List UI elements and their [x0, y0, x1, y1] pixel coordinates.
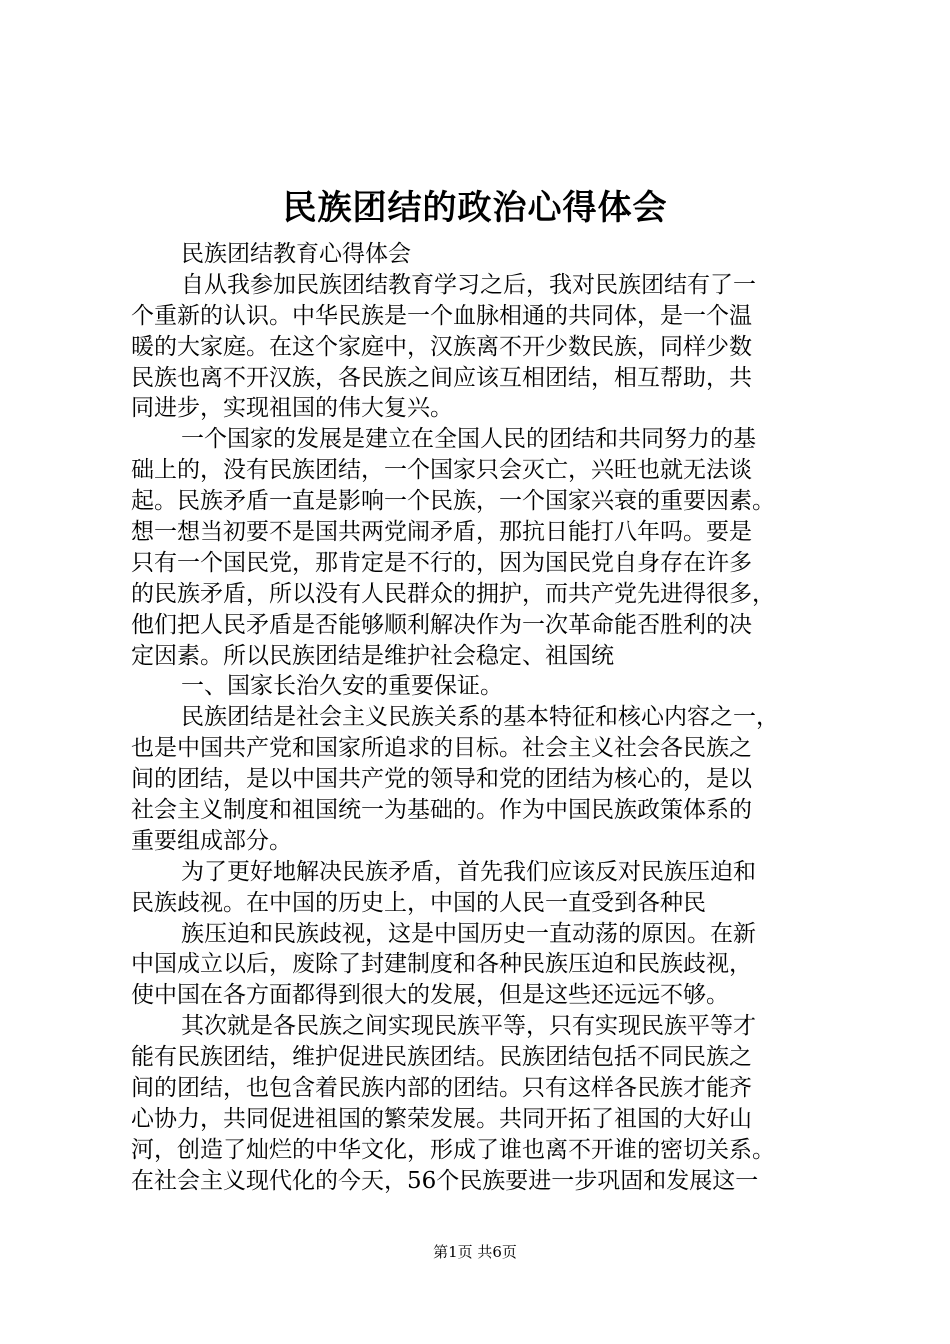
text-line: 只有一个国民党，那肯定是不行的，因为国民党自身存在许多	[131, 549, 752, 576]
text-line: 心协力，共同促进祖国的繁荣发展。共同开拓了祖国的大好山	[131, 1105, 752, 1132]
text-line: 重要组成部分。	[131, 827, 292, 854]
text-line: 社会主义制度和祖国统一为基础的。作为中国民族政策体系的	[131, 797, 752, 824]
text-line: 间的团结，也包含着民族内部的团结。只有这样各民族才能齐	[131, 1075, 752, 1102]
text-line: 河，创造了灿烂的中华文化，形成了谁也离不开谁的密切关系。	[131, 1136, 775, 1163]
page-title: 民族团结的政治心得体会	[282, 188, 668, 228]
text-line: 同进步，实现祖国的伟大复兴。	[131, 395, 453, 422]
text-line: 一个国家的发展是建立在全国人民的团结和共同努力的基	[181, 426, 756, 453]
text-line: 其次就是各民族之间实现民族平等，只有实现民族平等才	[181, 1013, 756, 1040]
text-line: 民族团结是社会主义民族关系的基本特征和核心内容之一，	[181, 704, 779, 731]
text-line: 个重新的认识。中华民族是一个血脉相通的共同体，是一个温	[131, 302, 752, 329]
text-line: 定因素。所以民族团结是维护社会稳定、祖国统	[131, 642, 614, 669]
text-line: 民族团结教育心得体会	[181, 241, 411, 267]
text-line: 他们把人民矛盾是否能够顺利解决作为一次革命能否胜利的决	[131, 611, 752, 638]
page-number: 第1页	[433, 1243, 473, 1261]
document-body	[131, 239, 831, 1197]
text-line: 想一想当初要不是国共两党闹矛盾，那抗日能打八年吗。要是	[131, 519, 752, 546]
text-line: 一、国家长治久安的重要保证。	[181, 673, 503, 700]
text-line: 也是中国共产党和国家所追求的目标。社会主义社会各民族之	[131, 735, 752, 762]
page-footer	[0, 1242, 950, 1262]
text-line: 为了更好地解决民族矛盾，首先我们应该反对民族压迫和	[181, 858, 756, 885]
text-line: 在社会主义现代化的今天，56个民族要进一步巩固和发展这一	[131, 1167, 759, 1194]
text-line: 暖的大家庭。在这个家庭中，汉族离不开少数民族，同样少数	[131, 333, 752, 360]
text-line: 自从我参加民族团结教育学习之后，我对民族团结有了一	[181, 271, 756, 298]
text-line: 能有民族团结，维护促进民族团结。民族团结包括不同民族之	[131, 1044, 752, 1071]
text-line: 民族歧视。在中国的历史上，中国的人民一直受到各种民	[131, 889, 706, 916]
text-line: 础上的，没有民族团结，一个国家只会灭亡，兴旺也就无法谈	[131, 457, 752, 484]
page-total: 共6页	[477, 1243, 517, 1261]
text-line: 中国成立以后，废除了封建制度和各种民族压迫和民族歧视，	[131, 951, 752, 978]
text-line: 使中国在各方面都得到很大的发展，但是这些还远远不够。	[131, 982, 729, 1009]
text-line: 的民族矛盾，所以没有人民群众的拥护，而共产党先进得很多，	[131, 580, 775, 607]
text-line: 间的团结，是以中国共产党的领导和党的团结为核心的，是以	[131, 766, 752, 793]
text-line: 族压迫和民族歧视，这是中国历史一直动荡的原因。在新	[181, 920, 756, 947]
text-line: 民族也离不开汉族，各民族之间应该互相团结，相互帮助，共	[131, 364, 752, 391]
text-line: 起。民族矛盾一直是影响一个民族，一个国家兴衰的重要因素。	[131, 488, 775, 515]
